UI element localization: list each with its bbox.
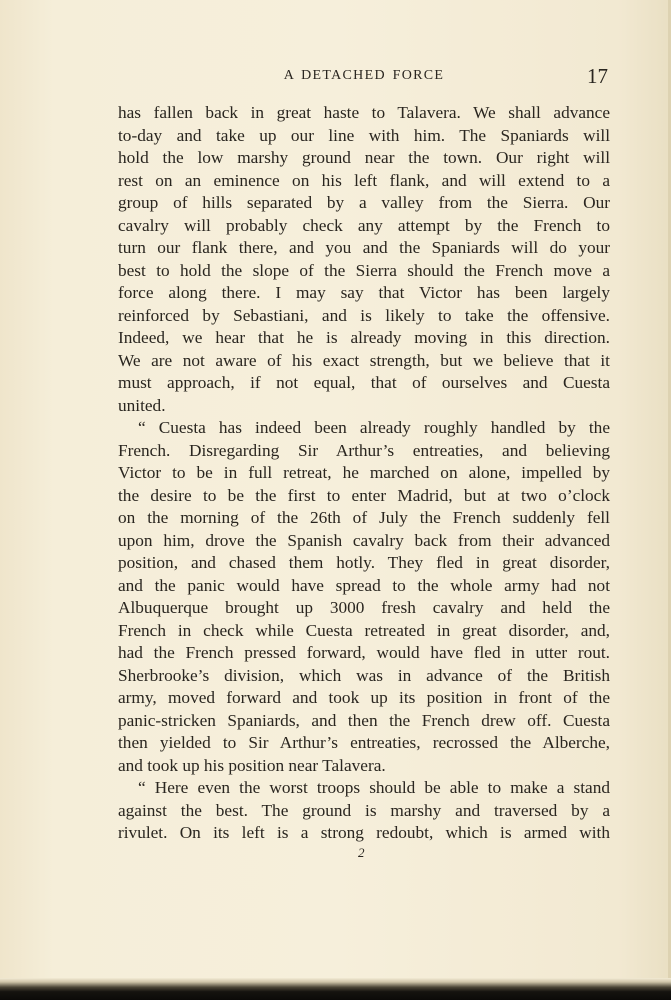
text-line: rest on an eminence on his left flank, and will extend to a: [118, 170, 610, 190]
text-line: and the panic would have spread to the whole army had not: [118, 575, 610, 595]
text-line: has fallen back in great haste to Talavera. We shall advance: [118, 103, 610, 122]
text-line-last: and took up his position near Talavera.: [118, 755, 386, 775]
text-line: force along there. I may say that Victor has been largely: [118, 283, 610, 302]
text-line: Indeed, we hear that he is already moving in this direction.: [118, 328, 610, 347]
body-text: [118, 102, 610, 845]
paragraph-first-line: “ Cuesta has indeed been already roughly handled by the: [138, 418, 610, 437]
signature-mark: 2: [358, 845, 366, 860]
text-line: hold the low marshy ground near the town. Our right will: [118, 148, 610, 167]
text-line: best to hold the slope of the Sierra should the French move a: [118, 260, 610, 280]
text-line: then yielded to Sir Arthur’s entreaties, recrossed the Alberche,: [118, 733, 610, 752]
text-line: turn our flank there, and you and the Spaniards will do your: [118, 238, 610, 257]
text-line: army, moved forward and took up its position in front of the: [118, 688, 610, 707]
running-head: [118, 64, 610, 88]
text-line-last: united.: [118, 395, 166, 415]
text-line: French. Disregarding Sir Arthur’s entreaties, and believing: [118, 440, 610, 460]
text-line: against the best. The ground is marshy and traversed by a: [118, 800, 610, 820]
text-line: on the morning of the 26th of July the French suddenly fell: [118, 508, 610, 527]
paragraph-first-line: “ Here even the worst troops should be able to make a stand: [138, 778, 610, 797]
text-line: reinforced by Sebastiani, and is likely to take the offensive.: [118, 305, 610, 325]
text-line: to-day and take up our line with him. The Spaniards will: [118, 125, 610, 145]
text-line: panic-stricken Spaniards, and then the French drew off. Cuesta: [118, 710, 610, 730]
text-line: upon him, drove the Spanish cavalry back from their advanced: [118, 530, 610, 550]
text-line: Albuquerque brought up 3000 fresh cavalry and held the: [118, 598, 610, 617]
running-title: A DETACHED FORCE: [283, 68, 445, 83]
text-line: cavalry will probably check any attempt by the French to: [118, 215, 610, 235]
page-number: 17: [587, 64, 608, 88]
text-line: had the French pressed forward, would have fled in utter rout.: [118, 643, 610, 662]
text-line: Sherbrooke’s division, which was in advance of the British: [118, 665, 610, 685]
text-line: We are not aware of his exact strength, but we believe that it: [118, 350, 610, 370]
text-line: must approach, if not equal, that of ourselves and Cuesta: [118, 373, 610, 392]
text-line: rivulet. On its left is a strong redoubt, which is armed with: [118, 823, 610, 842]
text-line: the desire to be the first to enter Madrid, but at two o’clock: [118, 485, 610, 505]
text-line: group of hills separated by a valley from the Sierra. Our: [118, 193, 610, 212]
text-line: position, and chased them hotly. They fled in great disorder,: [118, 553, 610, 572]
page-edge-bottom: [0, 978, 671, 1000]
text-line: French in check while Cuesta retreated in great disorder, and,: [118, 620, 610, 640]
text-line: Victor to be in full retreat, he marched on alone, impelled by: [118, 463, 610, 482]
